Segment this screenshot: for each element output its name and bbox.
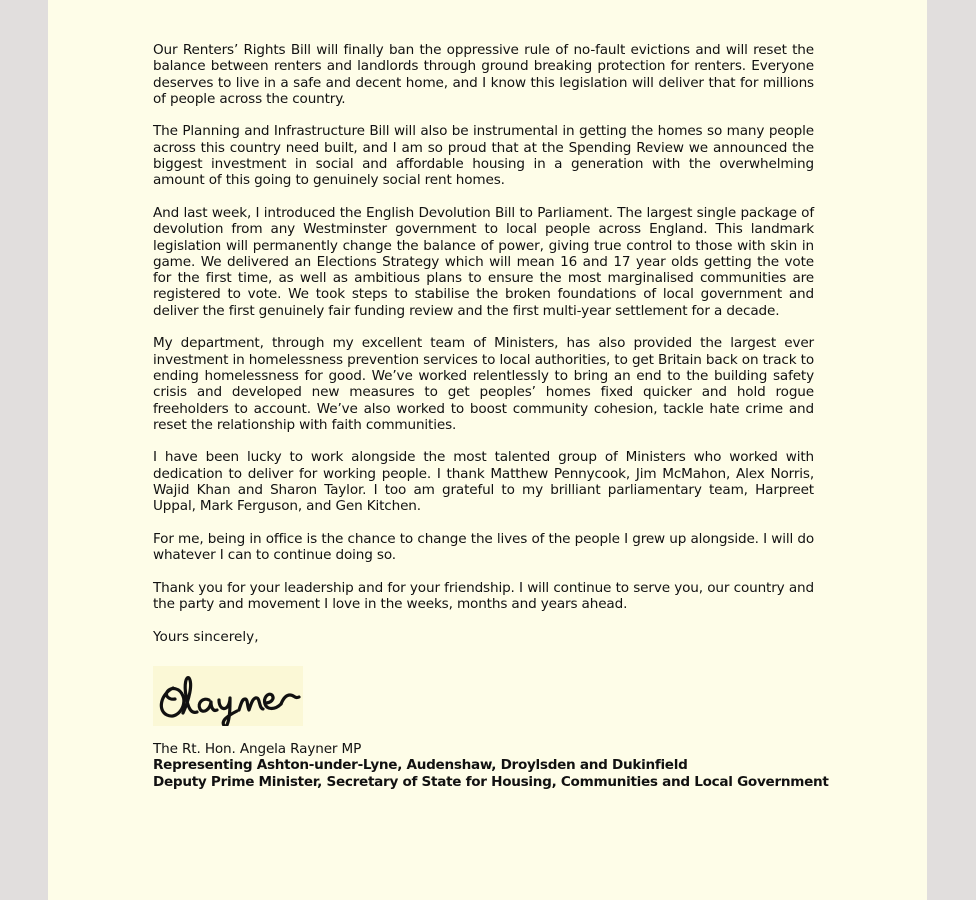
signatory-constituency: Representing Ashton-under-Lyne, Audenshaw, Droylsden and Dukinfield [153, 757, 688, 774]
paragraph-department-achievements: My department, through my excellent team of Ministers, has also provided the largest ever investment in homelessness prevention services to local authorities, to get Britain back on track to ending homelessness for good. We’ve worked relentlessly to bring an end to the building safety crisis and developed new measures to get peoples’ homes fixed quicker and hold rogue freeholders to account. We’ve also worked to boost community cohesion, tackle hate crime and reset the relationship with faith communities. [153, 335, 814, 433]
closing-salutation: Yours sincerely, [153, 628, 259, 645]
signatory-name: The Rt. Hon. Angela Rayner MP [153, 741, 362, 757]
signature-drawing [153, 666, 303, 726]
letter-page [48, 0, 927, 900]
letter-body [153, 42, 814, 645]
paragraph-thank-you: Thank you for your leadership and for your friendship. I will continue to serve you, our country and the party and movement I love in the weeks, months and years ahead. [153, 579, 814, 613]
paragraph-being-in-office: For me, being in office is the chance to change the lives of the people I grew up alongside. I will do whatever I can to continue doing so. [153, 530, 814, 564]
signatory-role: Deputy Prime Minister, Secretary of State for Housing, Communities and Local Government [153, 773, 829, 790]
paragraph-planning-infrastructure: The Planning and Infrastructure Bill will also be instrumental in getting the homes so many people across this country need built, and I am so proud that at the Spending Review we announced the biggest investment in social and affordable housing in a generation with the overwhelming amount of this going to genuinely social rent homes. [153, 123, 814, 189]
paragraph-ministers-thanks: I have been lucky to work alongside the most talented group of Ministers who worked with dedication to deliver for working people. I thank Matthew Pennycook, Jim McMahon, Alex Norris, Wajid Khan and Sharon Taylor. I too am grateful to my brilliant parliamentary team, Harpreet Uppal, Mark Ferguson, and Gen Kitchen. [153, 449, 814, 515]
signature-block [153, 741, 853, 790]
paragraph-english-devolution: And last week, I introduced the English Devolution Bill to Parliament. The largest single package of devolution from any Westminster government to local people across England. This landmark legislation will permanently change the balance of power, giving true control to those with skin in game. We delivered an Elections Strategy which will mean 16 and 17 year olds getting the vote for the first time, as well as ambitious plans to ensure the most marginalised communities are registered to vote. We took steps to stabilise the broken foundations of local government and deliver the first genuinely fair funding review and the first multi-year settlement for a decade. [153, 204, 814, 319]
paragraph-renters-rights: Our Renters’ Rights Bill will finally ban the oppressive rule of no-fault evictions and will reset the balance between renters and landlords through ground breaking protection for renters. Everyone deserves to live in a safe and decent home, and I know this legislation will deliver that for millions of people across the country. [153, 42, 814, 107]
handwritten-signature [153, 666, 303, 726]
